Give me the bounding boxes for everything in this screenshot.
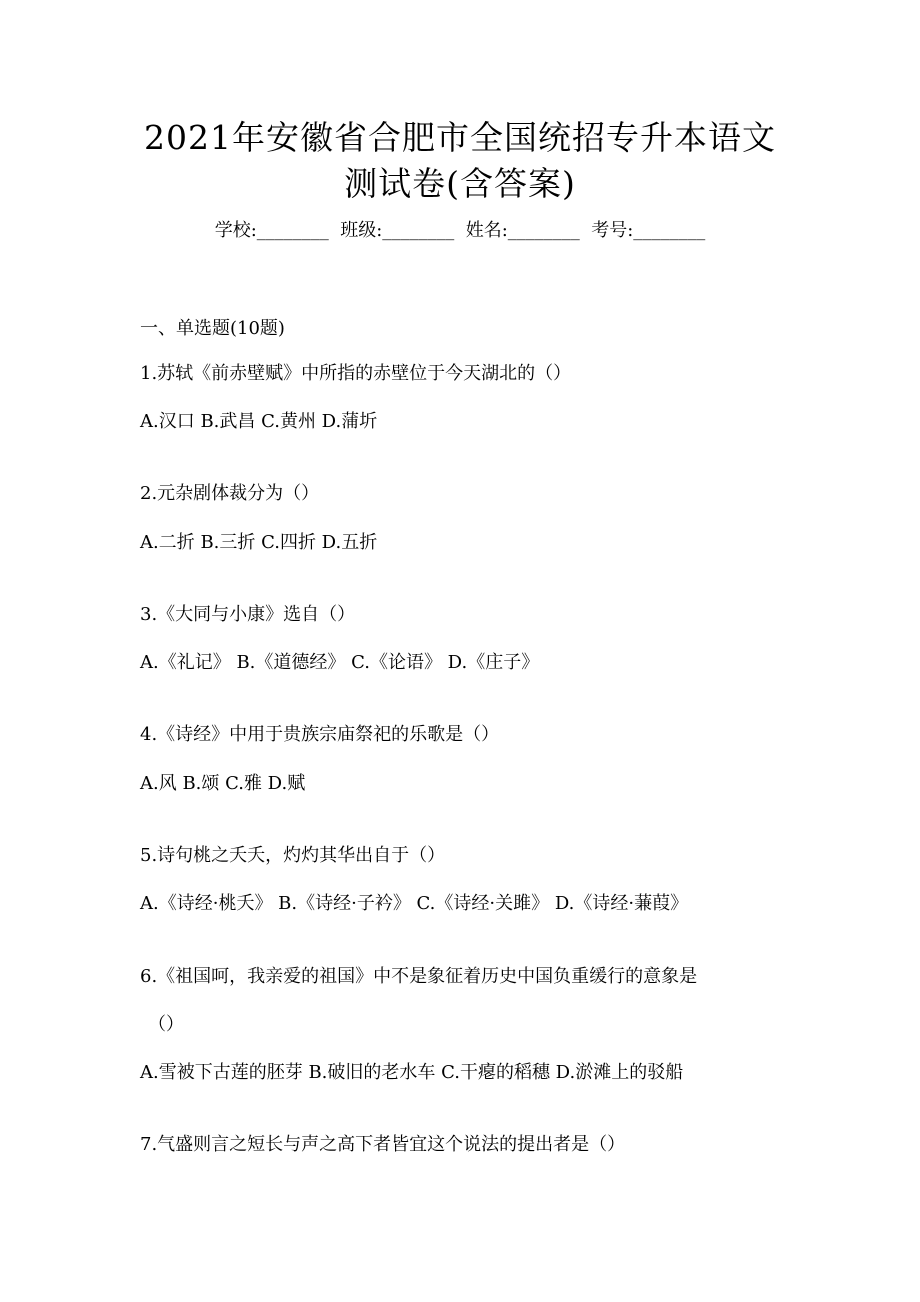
- question-4-options: A.风 B.颂 C.雅 D.赋: [140, 773, 306, 794]
- question-6-stem-continued: （）: [148, 1014, 184, 1035]
- document-title-line-1: 2021年安徽省合肥市全国统招专升本语文: [144, 118, 776, 157]
- question-3-stem: 3.《大同与小康》选自（）: [140, 604, 356, 625]
- document-title-line-2: 测试卷(含答案): [344, 164, 576, 203]
- question-6-stem: 6.《祖国呵，我亲爱的祖国》中不是象征着历史中国负重缓行的意象是: [140, 966, 698, 987]
- question-5-stem: 5.诗句桃之夭夭，灼灼其华出自于（）: [140, 845, 446, 866]
- question-1-options: A.汉口 B.武昌 C.黄州 D.蒲圻: [140, 411, 378, 432]
- section-heading: 一、单选题(10题): [140, 318, 285, 339]
- question-6-options: A.雪被下古莲的胚芽 B.破旧的老水车 C.干瘪的稻穗 D.淤滩上的驳船: [140, 1062, 684, 1083]
- question-1-stem: 1.苏轼《前赤壁赋》中所指的赤壁位于今天湖北的（）: [140, 363, 572, 384]
- student-info-line: 学校:________ 班级:________ 姓名:________ 考号:________: [214, 220, 706, 241]
- question-5-options: A.《诗经·桃夭》 B.《诗经·子衿》 C.《诗经·关雎》 D.《诗经·蒹葭》: [140, 893, 689, 914]
- question-4-stem: 4.《诗经》中用于贵族宗庙祭祀的乐歌是（）: [140, 724, 500, 745]
- question-7-stem: 7.气盛则言之短长与声之高下者皆宜这个说法的提出者是（）: [140, 1134, 626, 1155]
- question-3-options: A.《礼记》 B.《道德经》 C.《论语》 D.《庄子》: [140, 652, 540, 673]
- question-2-stem: 2.元杂剧体裁分为（）: [140, 483, 320, 504]
- question-2-options: A.二折 B.三折 C.四折 D.五折: [140, 532, 378, 553]
